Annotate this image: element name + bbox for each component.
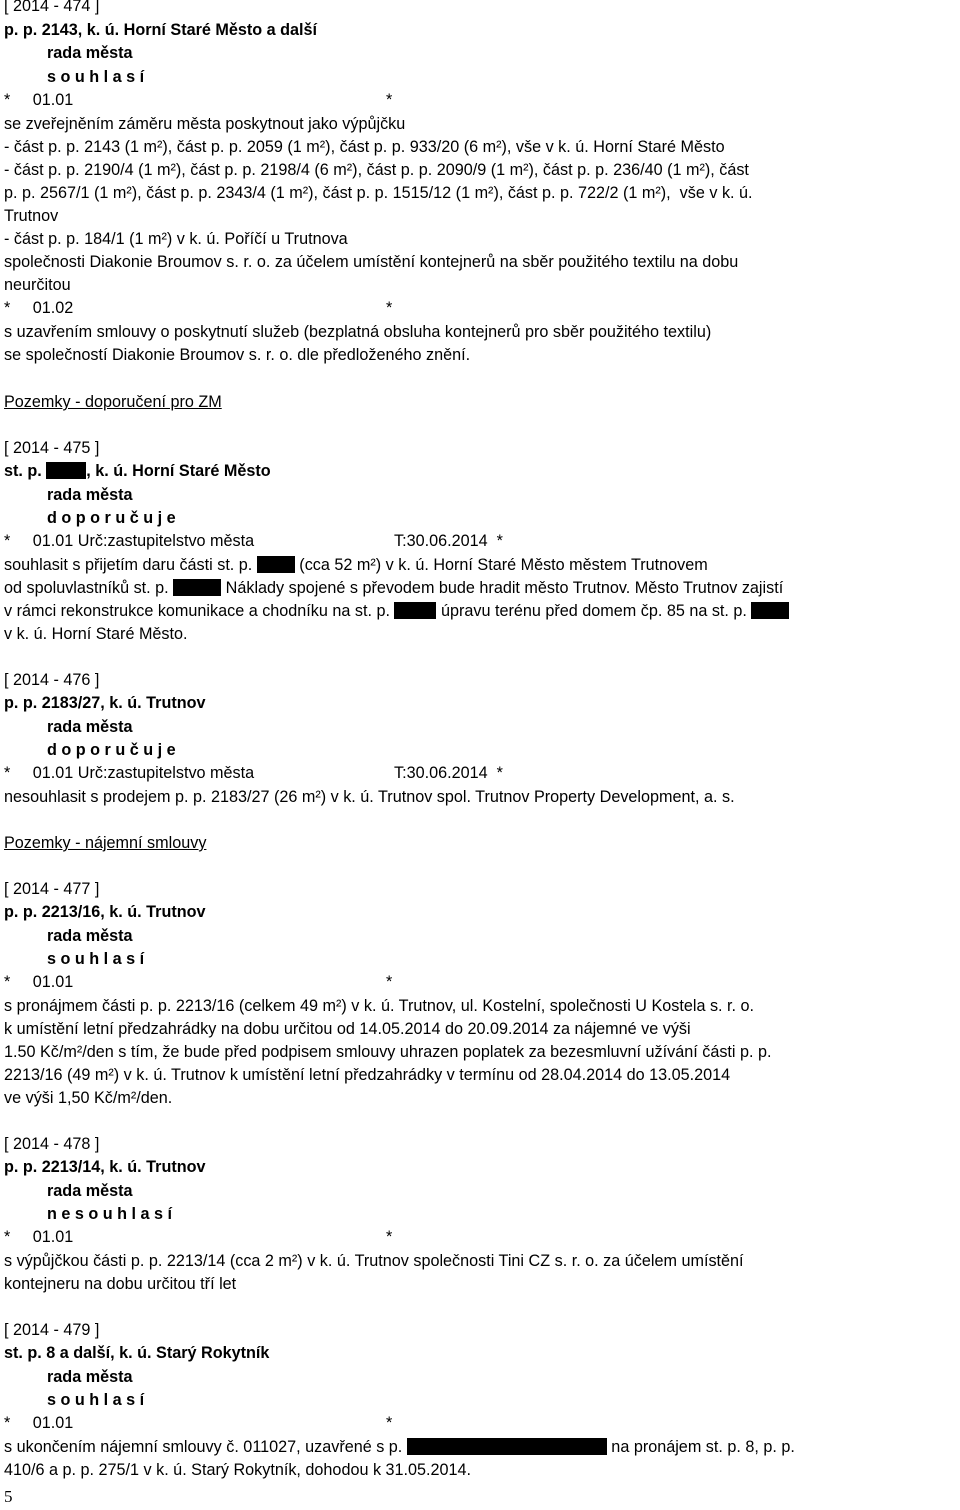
item-number: * 01.01 Urč:zastupitelstvo města — [4, 764, 255, 782]
text-line: s ukončením nájemní smlouvy č. 011027, uzavřené s p. na pronájem st. p. 8, p. p. — [4, 1438, 795, 1456]
text-line: k umístění letní předzahrádky na dobu určitou od 14.05.2014 do 20.09.2014 za nájemné ve výši — [4, 1020, 691, 1038]
resolution-ref: [ 2014 - 476 ] — [4, 671, 100, 689]
item-number: * 01.01 Urč:zastupitelstvo města — [4, 532, 255, 550]
resolution-subject: st. p. , k. ú. Horní Staré Město — [4, 462, 271, 480]
item-end-marker: * — [386, 91, 393, 109]
item-number: * 01.02 — [4, 299, 74, 317]
text-line: kontejneru na dobu určitou tří let — [4, 1275, 237, 1293]
redaction-block — [751, 602, 789, 619]
text-line: nesouhlasit s prodejem p. p. 2183/27 (26 m²) v k. ú. Trutnov spol. Trutnov Property Development, a. s. — [4, 788, 735, 806]
council-label: rada města — [47, 486, 133, 504]
redaction-block — [407, 1438, 607, 1455]
council-label: rada města — [47, 1368, 133, 1386]
text-line: s pronájmem části p. p. 2213/16 (celkem 49 m²) v k. ú. Trutnov, ul. Kostelní, společnosti U Kostela s. r. o. — [4, 997, 755, 1015]
council-label: rada města — [47, 44, 133, 62]
resolution-verdict: s o u h l a s í — [47, 950, 145, 968]
text-line: 1.50 Kč/m²/den s tím, že bude před podpisem smlouvy uhrazen poplatek za bezesmluvní užívání části p. p. — [4, 1043, 772, 1061]
text-line: s uzavřením smlouvy o poskytnutí služeb (bezplatná obsluha kontejnerů pro sběr použitého textilu) — [4, 323, 712, 341]
resolution-subject: p. p. 2213/16, k. ú. Trutnov — [4, 903, 206, 921]
resolution-verdict: n e s o u h l a s í — [47, 1205, 173, 1223]
section-heading: Pozemky - doporučení pro ZM — [4, 393, 222, 411]
item-end-marker: * — [386, 1414, 393, 1432]
text-line: od spoluvlastníků st. p. Náklady spojené s převodem bude hradit město Trutnov. Město Trutnov zajistí — [4, 579, 784, 597]
text-line: p. p. 2567/1 (1 m²), část p. p. 2343/4 (1 m²), část p. p. 1515/12 (1 m²), část p. p. 722/2 (1 m²), vše v k. ú. — [4, 184, 753, 202]
text-line: - část p. p. 184/1 (1 m²) v k. ú. Poříčí u Trutnova — [4, 230, 348, 248]
item-end-marker: * — [386, 1228, 393, 1246]
text-line: - část p. p. 2190/4 (1 m²), část p. p. 2198/4 (6 m²), část p. p. 2090/9 (1 m²), část p. p. 236/40 (1 m²), část — [4, 161, 749, 179]
item-end-marker: * — [386, 299, 393, 317]
council-label: rada města — [47, 1182, 133, 1200]
redaction-block — [46, 462, 86, 479]
resolution-verdict: d o p o r u č u j e — [47, 741, 176, 759]
item-number: * 01.01 — [4, 1414, 74, 1432]
text-line: se společností Diakonie Broumov s. r. o. dle předloženého znění. — [4, 346, 471, 364]
council-label: rada města — [47, 718, 133, 736]
resolution-subject: p. p. 2213/14, k. ú. Trutnov — [4, 1158, 206, 1176]
item-end-marker: * — [386, 973, 393, 991]
resolution-subject: p. p. 2143, k. ú. Horní Staré Město a další — [4, 21, 318, 39]
item-term: T:30.06.2014 * — [394, 532, 503, 550]
resolution-ref: [ 2014 - 479 ] — [4, 1321, 100, 1339]
council-label: rada města — [47, 927, 133, 945]
text-line: s výpůjčkou části p. p. 2213/14 (cca 2 m²) v k. ú. Trutnov společnosti Tini CZ s. r. o. za účelem umístění — [4, 1252, 744, 1270]
item-number: * 01.01 — [4, 973, 74, 991]
text-line: v k. ú. Horní Staré Město. — [4, 625, 188, 643]
resolution-ref: [ 2014 - 475 ] — [4, 439, 100, 457]
resolution-verdict: s o u h l a s í — [47, 68, 145, 86]
text-line: ve výši 1,50 Kč/m²/den. — [4, 1089, 173, 1107]
text-line: 2213/16 (49 m²) v k. ú. Trutnov k umístění letní předzahrádky v termínu od 28.04.2014 do 13.05.2014 — [4, 1066, 731, 1084]
resolution-ref: [ 2014 - 478 ] — [4, 1135, 100, 1153]
text-line: společnosti Diakonie Broumov s. r. o. za účelem umístění kontejnerů na sběr použitého textilu na dobu — [4, 253, 739, 271]
text-line: se zveřejněním záměru města poskytnout jako výpůjčku — [4, 115, 406, 133]
text-line: v rámci rekonstrukce komunikace a chodníku na st. p. úpravu terénu před domem čp. 85 na st. p. — [4, 601, 789, 621]
redaction-block — [257, 556, 295, 573]
resolution-verdict: s o u h l a s í — [47, 1391, 145, 1409]
text-line: neurčitou — [4, 276, 71, 294]
section-heading: Pozemky - nájemní smlouvy — [4, 834, 207, 852]
item-term: T:30.06.2014 * — [394, 764, 503, 782]
item-number: * 01.01 — [4, 1228, 74, 1246]
text-line: 410/6 a p. p. 275/1 v k. ú. Starý Rokytník, dohodou k 31.05.2014. — [4, 1461, 472, 1479]
item-number: * 01.01 — [4, 91, 74, 109]
redaction-block — [173, 579, 221, 596]
resolution-ref: [ 2014 - 477 ] — [4, 880, 100, 898]
text-line: - část p. p. 2143 (1 m²), část p. p. 2059 (1 m²), část p. p. 933/20 (6 m²), vše v k. ú. Horní Staré Město — [4, 138, 725, 156]
resolution-verdict: d o p o r u č u j e — [47, 509, 176, 527]
text-line: souhlasit s přijetím daru části st. p. (cca 52 m²) v k. ú. Horní Staré Město městem Trutnovem — [4, 556, 708, 574]
resolution-ref: [ 2014 - 474 ] — [4, 0, 100, 15]
page-number: 5 — [4, 1487, 13, 1506]
resolution-subject: p. p. 2183/27, k. ú. Trutnov — [4, 694, 206, 712]
resolution-subject: st. p. 8 a další, k. ú. Starý Rokytník — [4, 1344, 270, 1362]
redaction-block — [394, 602, 436, 619]
text-line: Trutnov — [4, 207, 59, 225]
